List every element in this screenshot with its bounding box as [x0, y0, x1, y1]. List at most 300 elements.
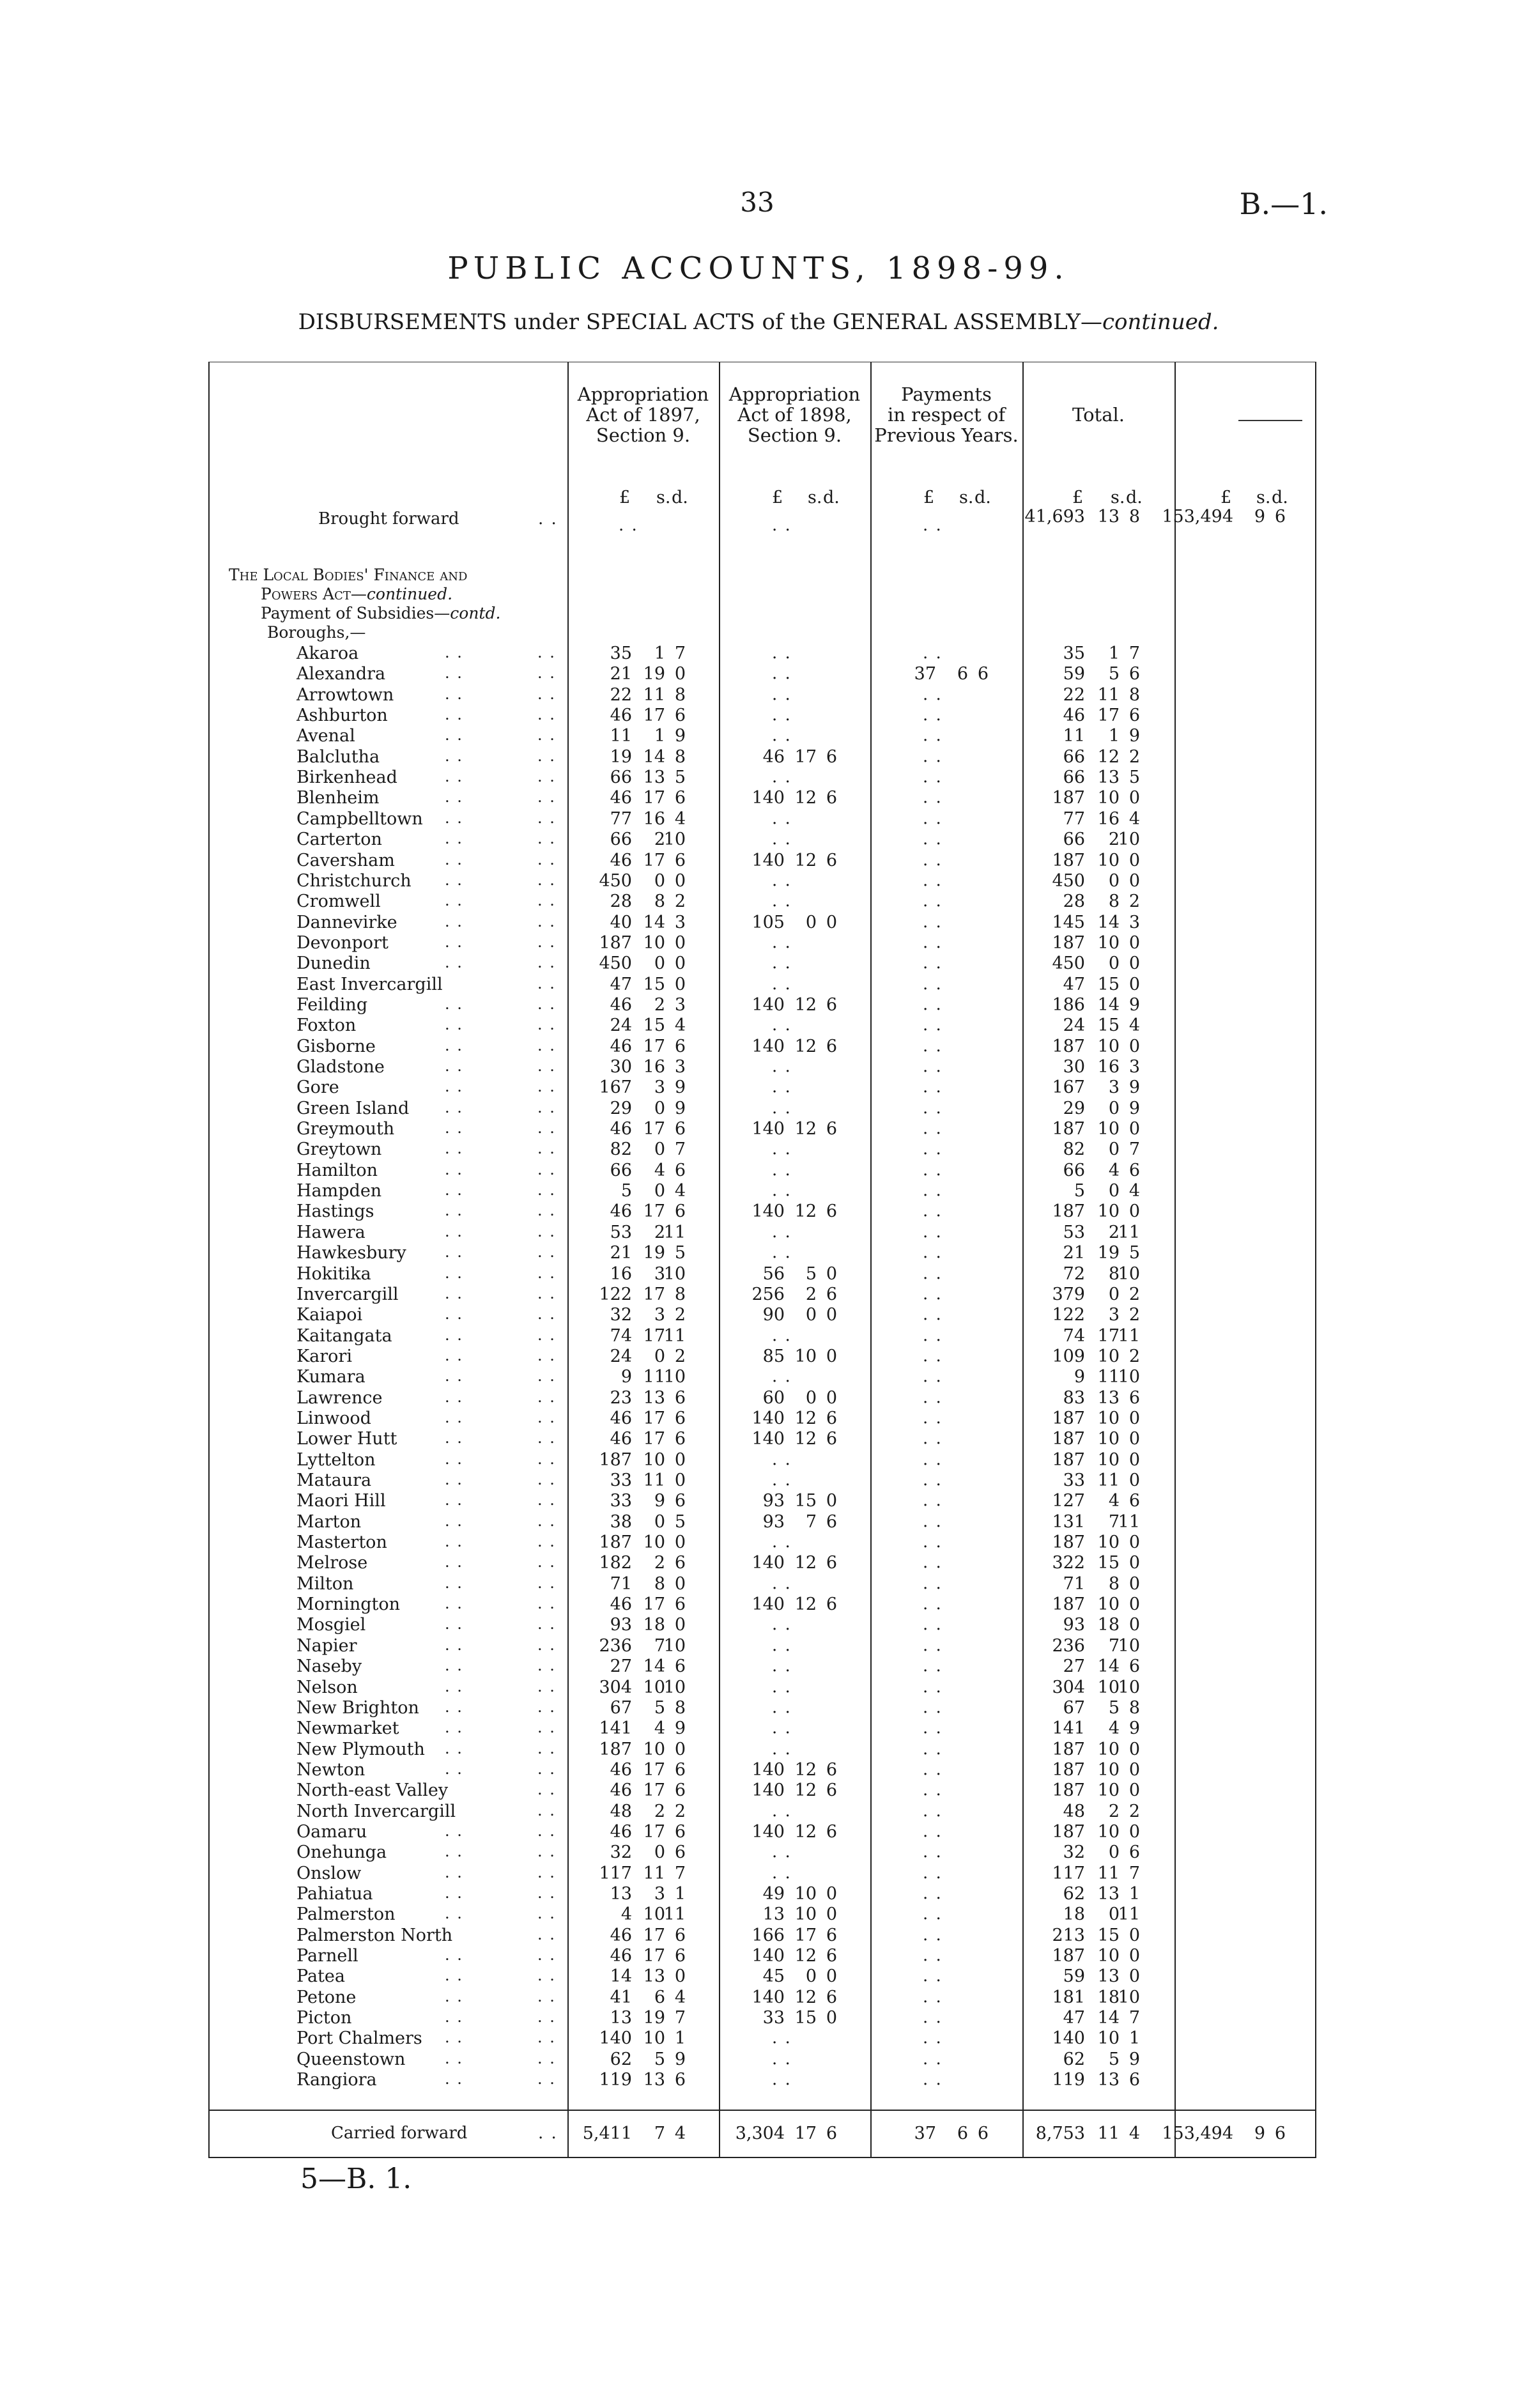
act-1897-amount-pounds: 141 — [599, 1718, 632, 1738]
leader-dots: . . — [445, 1119, 463, 1137]
table-row — [210, 1966, 1315, 1987]
leader-dots: . . — [537, 871, 556, 889]
leader-dots: . . — [537, 1946, 556, 1964]
leader-dots: . . — [445, 1409, 463, 1426]
act-1897-amount-pounds: 47 — [610, 975, 632, 994]
empty-cell-c2: . . — [772, 1656, 792, 1676]
act-1897-amount-pence: 0 — [674, 871, 686, 891]
total-amount-shillings: 14 — [1097, 995, 1120, 1015]
table-row — [210, 1139, 1315, 1160]
empty-cell-c3: . . — [923, 913, 943, 932]
empty-cell-c3: . . — [923, 747, 943, 766]
leader-dots: . . — [537, 1966, 556, 1984]
total-amount-pounds: 66 — [1063, 747, 1085, 767]
act-1898-amount-pence: 0 — [826, 2008, 837, 2028]
empty-cell-c3: . . — [923, 1574, 943, 1593]
total-amount-pounds: 122 — [1052, 1305, 1085, 1325]
total-amount-shillings: 13 — [1097, 1966, 1120, 1986]
borough-name: Hawera — [296, 1223, 366, 1242]
empty-cell-c3: . . — [923, 644, 943, 663]
empty-cell-c2: . . — [772, 1678, 792, 1697]
total-amount-pounds: 21 — [1063, 1243, 1085, 1263]
act-1897-amount-pence: 2 — [674, 891, 686, 911]
leader-dots: . . — [445, 1139, 463, 1157]
leader-dots: . . — [537, 1740, 556, 1757]
borough-name: Mornington — [296, 1594, 400, 1614]
total-amount-shillings: 5 — [1108, 2049, 1120, 2069]
table-row — [210, 1201, 1315, 1222]
act-1898-amount-shillings: 0 — [805, 1966, 817, 1986]
leader-dots: . . — [537, 2028, 556, 2046]
total-amount-shillings: 17 — [1097, 706, 1120, 725]
total-amount-pounds: 66 — [1063, 768, 1085, 787]
total-amount-shillings: 5 — [1108, 1698, 1120, 1718]
act-1898-amount-pounds: 140 — [751, 1780, 785, 1800]
total-amount-pence: 10 — [1118, 1636, 1140, 1656]
total-amount-pence: 1 — [1128, 1884, 1140, 1904]
total-amount-shillings: 2 — [1108, 830, 1120, 849]
borough-name: Palmerston North — [296, 1926, 453, 1945]
act-1897-amount-pence: 6 — [674, 1553, 686, 1573]
leader-dots: . . — [445, 1491, 463, 1509]
total-amount-pence: 0 — [1128, 1429, 1140, 1449]
act-1898-amount-shillings: 12 — [794, 1119, 817, 1139]
total-amount-shillings: 14 — [1097, 2008, 1120, 2028]
table-row — [210, 664, 1315, 684]
leader-dots: . . — [537, 1656, 556, 1674]
leader-dots: . . — [537, 1409, 556, 1426]
act-1897-amount-pence: 3 — [674, 913, 686, 932]
total-amount-pounds: 11 — [1063, 726, 1085, 746]
total-amount-shillings: 10 — [1097, 1450, 1120, 1470]
act-1897-amount-shillings: 11 — [643, 1470, 665, 1490]
total-amount-pounds: 186 — [1052, 995, 1085, 1015]
act-1897-amount-pounds: 28 — [610, 891, 632, 911]
total-amount-pence: 3 — [1128, 913, 1140, 932]
act-1897-amount-shillings: 2 — [654, 995, 665, 1015]
total-amount-pence: 11 — [1118, 1326, 1140, 1346]
total-amount-pence: 0 — [1128, 1780, 1140, 1800]
act-1897-amount-pence: 0 — [674, 1966, 686, 1986]
column-header-act-1898 — [719, 384, 870, 445]
table-row — [210, 1388, 1315, 1409]
act-1897-amount-pence: 1 — [674, 2028, 686, 2048]
total-amount-shillings: 15 — [1097, 1926, 1120, 1945]
empty-cell-c2: . . — [772, 1802, 792, 1821]
subsection-contd: contd. — [450, 604, 501, 622]
act-1897-amount-pounds: 62 — [610, 2049, 632, 2069]
act-1897-amount-pence: 0 — [674, 1470, 686, 1490]
header-line: Payments — [901, 383, 992, 405]
act-1897-amount-shillings: 3 — [654, 1884, 665, 1904]
act-1897-amount-pounds: 46 — [610, 1780, 632, 1800]
empty-cell-c3: . . — [923, 1718, 943, 1738]
act-1897-amount-pence: 2 — [674, 1305, 686, 1325]
carried-forward-act-1897-pence: 4 — [674, 2124, 686, 2143]
leader-dots: . . — [537, 1822, 556, 1840]
act-1897-amount-pence: 9 — [674, 726, 686, 746]
total-amount-shillings: 19 — [1097, 1243, 1120, 1263]
table-row — [210, 1884, 1315, 1904]
act-1897-amount-pounds: 46 — [610, 1119, 632, 1139]
act-1897-amount-pounds: 48 — [610, 1802, 632, 1821]
table-row — [210, 1470, 1315, 1491]
leader-dots: . . — [445, 1553, 463, 1571]
total-amount-pence: 0 — [1128, 933, 1140, 953]
total-amount-pence: 4 — [1128, 1015, 1140, 1035]
act-1897-amount-pence: 6 — [674, 1491, 686, 1511]
act-1897-amount-shillings: 14 — [643, 913, 665, 932]
total-amount-shillings: 10 — [1097, 1678, 1120, 1697]
act-1897-amount-shillings: 18 — [643, 1615, 665, 1635]
total-amount-pence: 10 — [1118, 1987, 1140, 2007]
total-amount-shillings: 0 — [1108, 1139, 1120, 1159]
leader-dots: . . — [537, 1904, 556, 1922]
empty-cell-c3: . . — [923, 995, 943, 1014]
table-row — [210, 644, 1315, 664]
borough-name: Milton — [296, 1574, 354, 1594]
total-amount-pence: 0 — [1128, 788, 1140, 808]
borough-name: Greymouth — [296, 1119, 395, 1139]
empty-cell-c3: . . — [923, 1015, 943, 1035]
act-1897-amount-shillings: 6 — [654, 1987, 665, 2007]
table-row — [210, 953, 1315, 974]
total-amount-pence: 2 — [1128, 747, 1140, 767]
borough-name: Caversham — [296, 851, 395, 870]
total-amount-pence: 11 — [1118, 1223, 1140, 1242]
borough-name: Newmarket — [296, 1718, 399, 1738]
total-amount-pence: 6 — [1128, 664, 1140, 684]
table-row — [210, 1574, 1315, 1594]
act-1898-amount-shillings: 12 — [794, 1594, 817, 1614]
empty-cell-c3: . . — [923, 1553, 943, 1572]
total-amount-pence: 8 — [1128, 1698, 1140, 1718]
table-row — [210, 1904, 1315, 1925]
carried-forward-act-1898-shillings: 17 — [794, 2124, 817, 2143]
brought-forward-dots: . . — [538, 509, 558, 529]
leader-dots: . . — [445, 1987, 463, 2005]
act-1898-amount-pence: 0 — [826, 913, 837, 932]
leader-dots: . . — [537, 1864, 556, 1881]
act-1898-amount-pounds: 49 — [762, 1884, 785, 1904]
total-amount-shillings: 10 — [1097, 1532, 1120, 1552]
act-1897-amount-pounds: 140 — [599, 2028, 632, 2048]
borough-name: Hawkesbury — [296, 1243, 406, 1263]
total-amount-pounds: 53 — [1063, 1223, 1085, 1242]
act-1898-amount-pence: 6 — [826, 788, 837, 808]
act-1897-amount-pence: 11 — [663, 1904, 686, 1924]
leader-dots: . . — [537, 891, 556, 909]
unit-label-c1: s. — [656, 488, 671, 507]
empty-cell-c3: . . — [923, 1740, 943, 1759]
total-amount-pounds: 66 — [1063, 830, 1085, 849]
act-1897-amount-pounds: 21 — [610, 1243, 632, 1263]
act-1898-amount-pence: 0 — [826, 1904, 837, 1924]
total-amount-pence: 9 — [1128, 1077, 1140, 1097]
empty-cell-c3: . . — [923, 871, 943, 890]
leader-dots: . . — [537, 1884, 556, 1902]
total-amount-shillings: 10 — [1097, 1740, 1120, 1759]
leader-dots: . . — [445, 1822, 463, 1840]
act-1897-amount-shillings: 17 — [643, 1201, 665, 1221]
act-1898-amount-pounds: 140 — [751, 1429, 785, 1449]
leader-dots: . . — [445, 1946, 463, 1964]
act-1897-amount-pence: 8 — [674, 747, 686, 767]
total-amount-pounds: 187 — [1052, 851, 1085, 870]
borough-name: Newton — [296, 1760, 366, 1780]
act-1897-amount-shillings: 15 — [643, 1015, 665, 1035]
act-1897-amount-pounds: 9 — [620, 1367, 632, 1387]
act-1897-amount-shillings: 17 — [643, 788, 665, 808]
total-amount-shillings: 10 — [1097, 1037, 1120, 1056]
total-amount-shillings: 11 — [1097, 1367, 1120, 1387]
borough-name: New Brighton — [296, 1698, 419, 1718]
act-1897-amount-pounds: 82 — [610, 1139, 632, 1159]
total-amount-pounds: 117 — [1052, 1864, 1085, 1883]
table-row — [210, 913, 1315, 933]
act-1897-amount-shillings: 0 — [654, 1512, 665, 1532]
act-1898-amount-pence: 0 — [826, 1491, 837, 1511]
total-amount-shillings: 10 — [1097, 1760, 1120, 1780]
table-row — [210, 1367, 1315, 1387]
table-row — [210, 747, 1315, 768]
leader-dots: . . — [445, 953, 463, 971]
act-1898-amount-pounds: 93 — [762, 1512, 785, 1532]
act-1897-amount-shillings: 1 — [654, 644, 665, 663]
table-row — [210, 1698, 1315, 1718]
table-row — [210, 891, 1315, 912]
act-1898-amount-shillings: 0 — [805, 1305, 817, 1325]
act-1897-amount-pounds: 46 — [610, 1946, 632, 1966]
act-1897-amount-pence: 10 — [663, 1367, 686, 1387]
empty-cell-c2: . . — [772, 953, 792, 973]
leader-dots: . . — [445, 830, 463, 847]
empty-cell-c3: . . — [923, 830, 943, 849]
act-1898-amount-pence: 6 — [826, 851, 837, 870]
leader-dots: . . — [445, 851, 463, 868]
leader-dots: . . — [537, 1243, 556, 1261]
total-amount-pounds: 236 — [1052, 1636, 1085, 1656]
act-1897-amount-pence: 0 — [674, 1740, 686, 1759]
total-amount-pounds: 109 — [1052, 1347, 1085, 1366]
total-amount-pounds: 304 — [1052, 1678, 1085, 1697]
act-1897-amount-shillings: 3 — [654, 1264, 665, 1284]
borough-name: Hampden — [296, 1181, 382, 1201]
total-amount-pence: 0 — [1128, 1409, 1140, 1428]
leader-dots: . . — [537, 1780, 556, 1798]
header-line: Section 9. — [747, 424, 842, 446]
act-1898-amount-pounds: 140 — [751, 1760, 785, 1780]
total-amount-shillings: 0 — [1108, 871, 1120, 891]
leader-dots: . . — [537, 1615, 556, 1633]
total-amount-shillings: 5 — [1108, 664, 1120, 684]
total-amount-pounds: 33 — [1063, 1470, 1085, 1490]
empty-cell-c2: . . — [772, 1099, 792, 1118]
act-1897-amount-pounds: 122 — [599, 1285, 632, 1304]
act-1897-amount-shillings: 7 — [654, 1636, 665, 1656]
carried-forward-grand-pence: 6 — [1274, 2124, 1286, 2143]
empty-cell-c3: . . — [923, 726, 943, 745]
brought-forward-grand-pence: 6 — [1274, 507, 1286, 527]
leader-dots: . . — [537, 1119, 556, 1137]
act-1897-amount-pence: 3 — [674, 995, 686, 1015]
empty-cell-c3: . . — [923, 1201, 943, 1221]
leader-dots: . . — [537, 1718, 556, 1736]
empty-cell-c2: . . — [772, 1139, 792, 1159]
act-1897-amount-pounds: 24 — [610, 1015, 632, 1035]
total-amount-shillings: 4 — [1108, 1718, 1120, 1738]
table-row — [210, 1077, 1315, 1098]
act-1897-amount-shillings: 0 — [654, 953, 665, 973]
carried-forward-grand-shillings: 9 — [1254, 2124, 1265, 2143]
empty-cell-c3: . . — [923, 1904, 943, 1924]
table-row — [210, 1409, 1315, 1429]
borough-name: Nelson — [296, 1678, 358, 1697]
act-1897-amount-pounds: 38 — [610, 1512, 632, 1532]
act-1897-amount-pence: 6 — [674, 1429, 686, 1449]
total-amount-pence: 6 — [1128, 1491, 1140, 1511]
total-amount-pounds: 47 — [1063, 975, 1085, 994]
borough-name: Linwood — [296, 1409, 371, 1428]
act-1897-amount-pounds: 13 — [610, 2008, 632, 2028]
total-amount-pence: 2 — [1128, 1305, 1140, 1325]
leader-dots: . . — [537, 1015, 556, 1033]
act-1897-amount-pounds: 4 — [620, 1904, 632, 1924]
act-1897-amount-pounds: 167 — [599, 1077, 632, 1097]
table-row — [210, 1512, 1315, 1532]
empty-cell-c3: . . — [923, 1470, 943, 1490]
total-amount-shillings: 0 — [1108, 1285, 1120, 1304]
act-1898-amount-shillings: 12 — [794, 1409, 817, 1428]
total-amount-shillings: 10 — [1097, 2028, 1120, 2048]
act-1898-amount-shillings: 12 — [794, 1201, 817, 1221]
total-amount-pounds: 83 — [1063, 1388, 1085, 1408]
act-1898-amount-shillings: 15 — [794, 1491, 817, 1511]
act-1897-amount-shillings: 14 — [643, 1656, 665, 1676]
act-1898-amount-pence: 6 — [826, 1760, 837, 1780]
act-1898-amount-pence: 6 — [826, 1946, 837, 1966]
table-row — [210, 1760, 1315, 1780]
total-amount-pounds: 187 — [1052, 933, 1085, 953]
act-1897-amount-shillings: 8 — [654, 1574, 665, 1594]
act-1898-amount-pence: 0 — [826, 1347, 837, 1366]
total-amount-shillings: 7 — [1108, 1512, 1120, 1532]
total-amount-pence: 9 — [1128, 995, 1140, 1015]
leader-dots: . . — [445, 1388, 463, 1406]
total-amount-shillings: 10 — [1097, 1946, 1120, 1966]
subsection-title: Payment of Subsidies— — [261, 604, 450, 622]
total-amount-shillings: 17 — [1097, 1326, 1120, 1346]
total-amount-shillings: 10 — [1097, 1409, 1120, 1428]
act-1897-amount-pence: 3 — [674, 1057, 686, 1077]
unit-label-g: £ — [1221, 488, 1232, 507]
leader-dots: . . — [537, 851, 556, 868]
act-1897-amount-pounds: 93 — [610, 1615, 632, 1635]
act-1898-amount-pence: 6 — [826, 1512, 837, 1532]
act-1898-amount-pounds: 140 — [751, 1987, 785, 2007]
carried-forward-act-1898-pounds: 3,304 — [735, 2124, 785, 2143]
act-1897-amount-pounds: 16 — [610, 1264, 632, 1284]
borough-name: Parnell — [296, 1946, 358, 1966]
borough-name: Mosgiel — [296, 1615, 366, 1635]
total-amount-pence: 9 — [1128, 726, 1140, 746]
leader-dots: . . — [537, 1161, 556, 1178]
leader-dots: . . — [537, 1926, 556, 1943]
act-1897-amount-shillings: 4 — [654, 1161, 665, 1180]
unit-label-c2: £ — [772, 488, 783, 507]
leader-dots: . . — [445, 913, 463, 930]
borough-name: Birkenhead — [296, 768, 397, 787]
total-amount-pounds: 167 — [1052, 1077, 1085, 1097]
table-row — [210, 1450, 1315, 1470]
act-1898-amount-shillings: 7 — [805, 1512, 817, 1532]
act-1897-amount-pounds: 14 — [610, 1966, 632, 1986]
leader-dots: . . — [537, 2008, 556, 2026]
act-1898-amount-shillings: 12 — [794, 1946, 817, 1966]
act-1897-amount-pence: 4 — [674, 1987, 686, 2007]
act-1897-amount-shillings: 13 — [643, 2070, 665, 2090]
table-row — [210, 1491, 1315, 1511]
total-amount-pence: 10 — [1118, 1678, 1140, 1697]
act-1897-amount-shillings: 13 — [643, 1966, 665, 1986]
total-amount-shillings: 8 — [1108, 891, 1120, 911]
leader-dots: . . — [445, 1161, 463, 1178]
total-amount-pence: 0 — [1128, 1553, 1140, 1573]
leader-dots: . . — [537, 1553, 556, 1571]
section-title-continued: continued. — [366, 585, 453, 603]
act-1897-amount-pounds: 187 — [599, 1740, 632, 1759]
table-row — [210, 995, 1315, 1015]
leader-dots: . . — [537, 1285, 556, 1302]
act-1897-amount-shillings: 2 — [654, 1223, 665, 1242]
act-1898-amount-pounds: 140 — [751, 995, 785, 1015]
act-1897-amount-shillings: 10 — [643, 1532, 665, 1552]
act-1897-amount-shillings: 5 — [654, 2049, 665, 2069]
table-row — [210, 1037, 1315, 1057]
empty-cell-c2: . . — [772, 933, 792, 952]
act-1897-amount-shillings: 10 — [643, 1678, 665, 1697]
act-1897-amount-pounds: 46 — [610, 1594, 632, 1614]
empty-cell-c2: . . — [772, 726, 792, 745]
act-1897-amount-pounds: 66 — [610, 1161, 632, 1180]
act-1898-amount-pence: 0 — [826, 1305, 837, 1325]
act-1897-amount-pence: 6 — [674, 1822, 686, 1842]
act-1897-amount-pence: 0 — [674, 664, 686, 684]
empty-cell-c3: . . — [923, 1223, 943, 1242]
act-1897-amount-shillings: 16 — [643, 809, 665, 829]
borough-name: Ashburton — [296, 706, 388, 725]
total-amount-pounds: 187 — [1052, 1037, 1085, 1056]
act-1897-amount-pence: 0 — [674, 1532, 686, 1552]
total-amount-pounds: 187 — [1052, 1740, 1085, 1759]
leader-dots: . . — [445, 1636, 463, 1654]
table-row — [210, 1553, 1315, 1573]
act-1897-amount-pence: 2 — [674, 1802, 686, 1821]
total-amount-pence: 9 — [1128, 1099, 1140, 1118]
act-1897-amount-shillings: 0 — [654, 1099, 665, 1118]
carried-forward-rule — [210, 2110, 1315, 2111]
carried-forward-dots: . . — [538, 2124, 558, 2143]
act-1897-amount-pence: 10 — [663, 1264, 686, 1284]
leader-dots: . . — [445, 1285, 463, 1302]
empty-cell-c3: . . — [923, 1594, 943, 1614]
table-row — [210, 768, 1315, 788]
borough-name: Dunedin — [296, 953, 371, 973]
empty-cell-c3: . . — [923, 1884, 943, 1903]
total-amount-pence: 0 — [1128, 1574, 1140, 1594]
act-1897-amount-pence: 6 — [674, 706, 686, 725]
act-1897-amount-shillings: 10 — [643, 1904, 665, 1924]
